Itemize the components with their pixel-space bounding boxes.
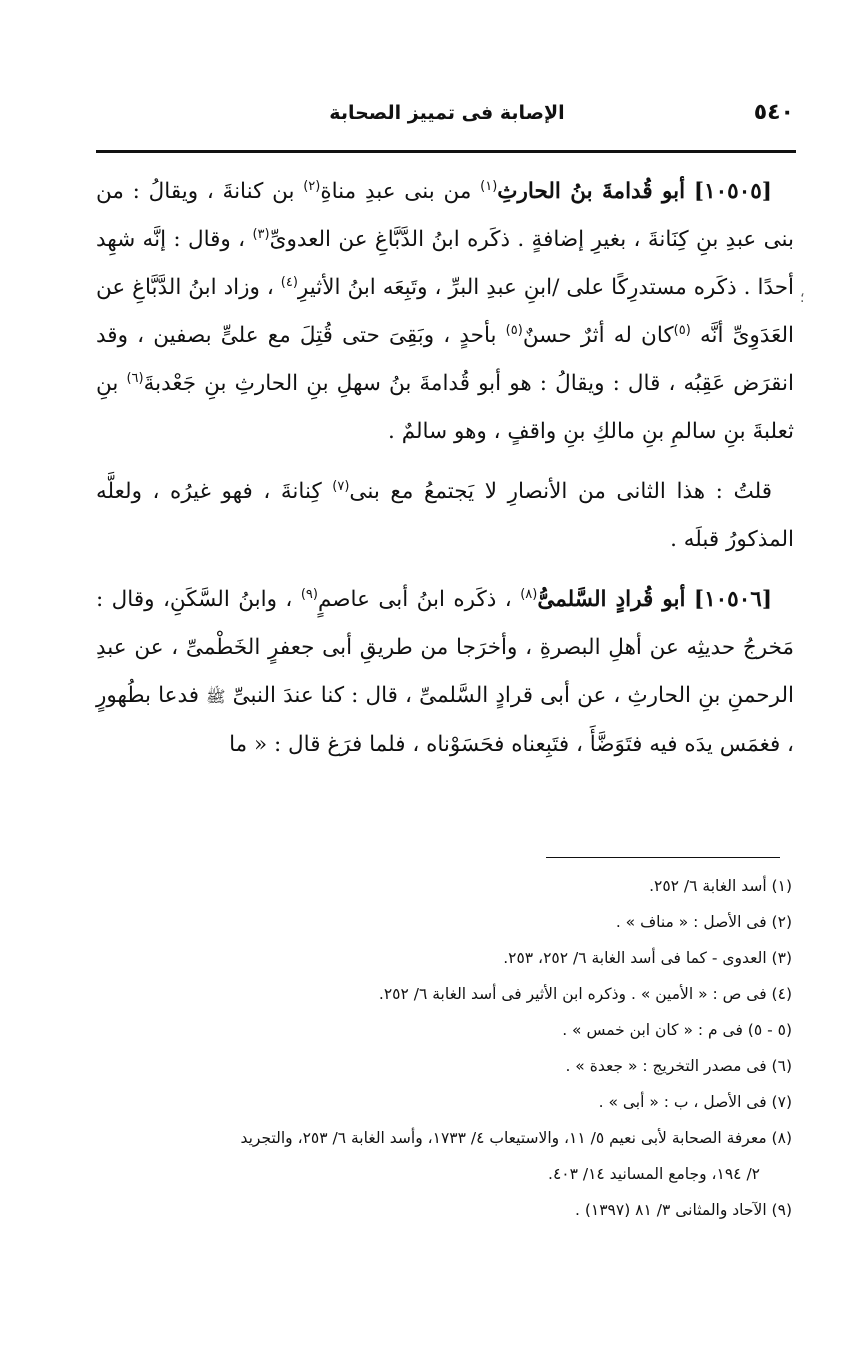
salla-ligature: ﷺ	[206, 687, 226, 706]
page-header	[100, 96, 794, 136]
margin-mark: ؛	[800, 290, 805, 306]
footnote-ref[interactable]: (٦)	[126, 370, 144, 386]
footnote-6: (٦) فى مصدر التخريج : « جعدة » .	[565, 1057, 792, 1075]
entry-text: ، ذكَره ابنُ أبى عاصمٍ	[317, 587, 512, 612]
footnotes	[100, 868, 792, 1228]
footnote-ref[interactable]: (٤)	[280, 274, 298, 290]
entry-number: [١٠٥٠٦]	[693, 587, 773, 612]
entry-text: ، وزاد ابنُ الدَّبَّاغِ عن العَدَوِىِّ أنَّه	[96, 275, 794, 348]
note-text: قلتُ : هذا الثانى من الأنصارِ لا يَجتمعُ مع بنى	[349, 479, 772, 504]
footnote-rule	[546, 857, 780, 858]
entry-number: [١٠٥٠٥]	[693, 179, 772, 204]
footnote-ref[interactable]: (١)	[480, 178, 498, 194]
entry-text: فدعا بطُهورٍ ، فغمَس يدَه فيه فتَوَضَّأَ ، فتَبِعناه فحَسَوْناه ، فلما فرَغ قال : « ما	[96, 683, 794, 757]
variant-start-marker[interactable]: (٥)	[673, 322, 691, 338]
main-text	[96, 168, 794, 769]
footnote-1: (١) أسد الغابة ٦/ ٢٥٢.	[649, 877, 792, 895]
footnote-ref[interactable]: (٢)	[303, 178, 321, 194]
entry-10505	[96, 168, 794, 456]
footnote-ref[interactable]: (٣)	[252, 226, 270, 242]
note-text: كِنانةَ ، فهو غيرُه ، ولعلَّه المذكورُ قبلَه .	[96, 479, 794, 552]
page-number: ٥٤٠	[753, 100, 794, 125]
entry-text: ، وابنُ السَّكَنِ، وقال : مَخرجُ حديثِه عن أهلِ البصرةِ ، وأخرَجا من طريقِ أبى جعفرٍ الخَطْمىِّ ، عن عبدِ الرحمنِ بنِ الحارثِ ، عن أبى قرادٍ السَّلمىِّ ، قال : كنا عندَ النبىِّ	[96, 587, 794, 708]
entry-text: كان له أثرٌ حسنٌ	[522, 323, 674, 348]
header-rule	[96, 150, 796, 153]
entry-10506	[96, 576, 794, 769]
entry-text: بن كنانةَ ، ويقالُ : من بنى عبدِ بنِ كِنَانةَ ، بغيرِ إضافةٍ . ذكَره ابنُ الدَّبَّاغِ عن العدوىِّ	[96, 179, 795, 252]
entry-text: بأحدٍ ، وبَقِىَ حتى قُتِلَ مع علىٍّ بصفين ، وقد انقرَض عَقِبُه ، قال : ويقالُ : هو أبو قُدامةَ بنُ سهلِ بنِ الحارثِ بنِ جَعْدبةَ	[96, 323, 794, 396]
footnote-3: (٣) العدوى - كما فى أسد الغابة ٦/ ٢٥٢، ٢٥٣.	[503, 949, 792, 967]
footnote-7: (٧) فى الأصل ، ب : « أبى » .	[598, 1093, 792, 1111]
footnote-ref[interactable]: (٧)	[332, 478, 350, 494]
entry-text: من بنى عبدِ مناةِ	[320, 179, 472, 204]
entry-name: أبو قُدامةَ بنُ الحارثِ	[497, 179, 686, 204]
running-title: الإصابة فى تمييز الصحابة	[329, 102, 565, 124]
footnote-5: (٥ - ٥) فى م : « كان ابن خمس » .	[562, 1021, 792, 1039]
footnote-8-continued: ٢/ ١٩٤، وجامع المسانيد ١٤/ ٤٠٣.	[548, 1165, 760, 1183]
footnote-ref[interactable]: (٩)	[300, 586, 318, 602]
variant-end-marker[interactable]: (٥)	[505, 322, 523, 338]
entry-text: بنِ ثعلبةَ بنِ سالمِ بنِ مالكِ بنِ واقفٍ ، وهو سالمٌ .	[96, 371, 794, 444]
entry-text: ، وقال : إنَّه شهِد أحدًا . ذكَره مستدرِكًا على /ابنِ عبدِ البرِّ ، وتَبِعَه ابنُ الأثيرِ	[96, 227, 794, 300]
author-note	[96, 468, 794, 564]
footnote-8: (٨) معرفة الصحابة لأبى نعيم ٥/ ١١، والاستيعاب ٤/ ١٧٣٣، وأسد الغابة ٦/ ٢٥٣، والتجريد	[240, 1129, 792, 1147]
footnote-ref[interactable]: (٨)	[520, 586, 538, 602]
entry-name: أبو قُرادٍ السَّلمىُّ	[537, 587, 686, 612]
footnote-4: (٤) فى ص : « الأمين » . وذكره ابن الأثير فى أسد الغابة ٦/ ٢٥٢.	[378, 985, 792, 1003]
footnote-9: (٩) الآحاد والمثانى ٣/ ٨١ (١٣٩٧) .	[574, 1201, 792, 1219]
footnote-2: (٢) فى الأصل : « مناف » .	[615, 913, 792, 931]
